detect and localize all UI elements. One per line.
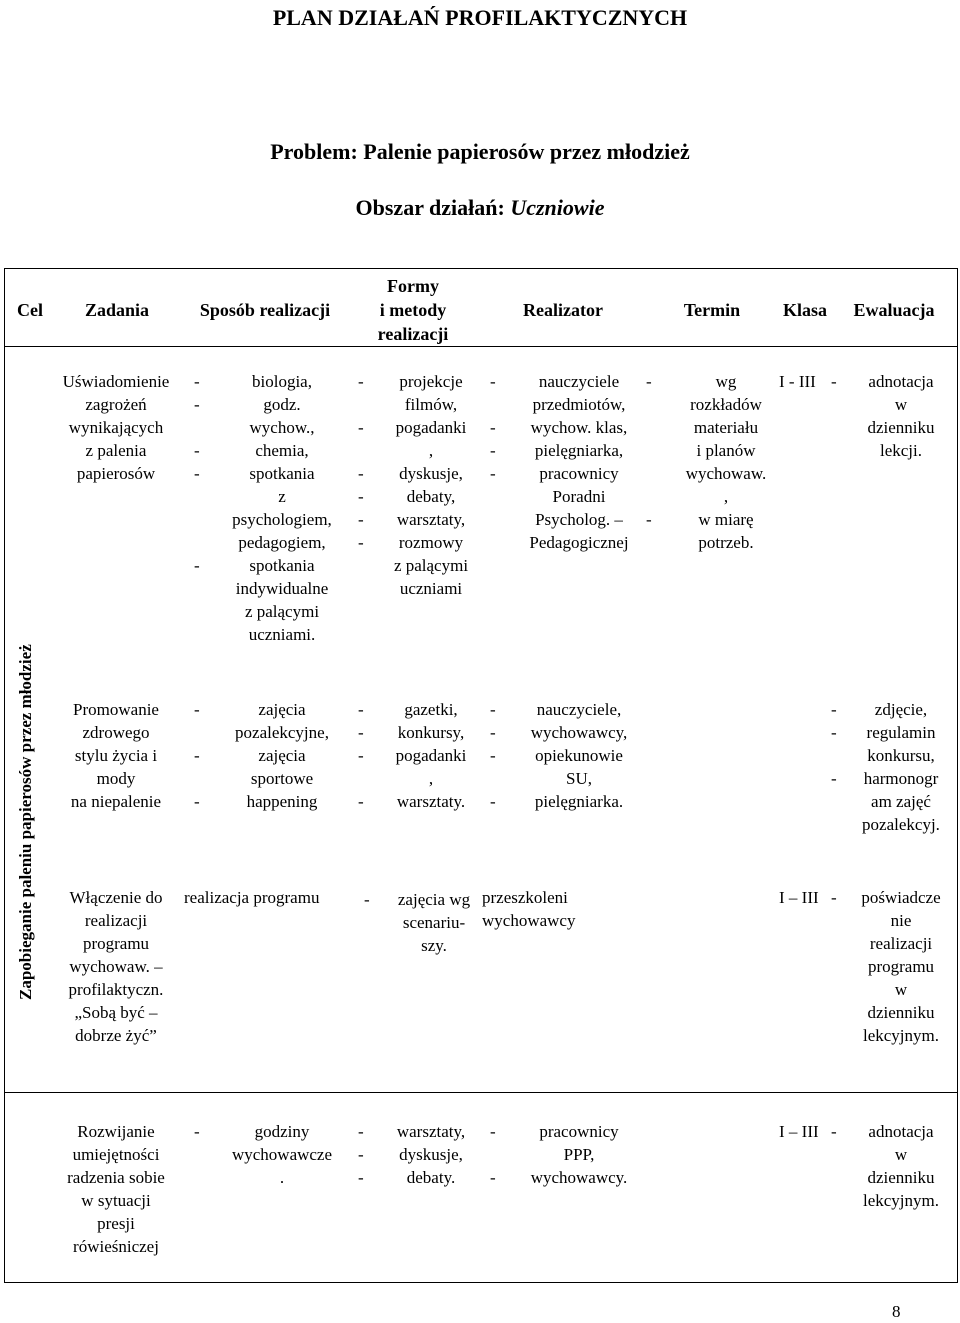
cell-line: wychowawcy.	[530, 1168, 628, 1187]
cell-line: spotkania	[249, 464, 315, 483]
cell-line: wychow. klas,	[530, 418, 628, 437]
bullet-dash: -	[358, 1122, 364, 1141]
header-bottom-line	[4, 346, 958, 347]
bullet-dash: -	[358, 533, 364, 552]
cell-line: pedagogiem,	[238, 533, 326, 552]
table-border-left	[4, 268, 5, 1282]
cell-line: zdjęcie,	[874, 700, 928, 719]
obszar-heading	[0, 194, 960, 222]
cell-line: zajęcia	[258, 700, 306, 719]
obszar-label: Obszar działań:	[355, 195, 511, 220]
cell-line: nauczyciele,	[536, 700, 622, 719]
cell-line: realizacji	[84, 911, 148, 930]
header-zadania: Zadania	[84, 300, 150, 320]
sposob-cell: realizacja programu	[184, 888, 320, 907]
ewaluacja-cell	[846, 698, 956, 836]
cell-line: projekcje	[399, 372, 463, 391]
cell-line: wychowawcy,	[530, 723, 628, 742]
cell-line: zagrożeń	[85, 395, 147, 414]
cell-line: harmonogr	[863, 769, 939, 788]
cell-line: dzienniku	[867, 1003, 935, 1022]
bullet-dash: -	[358, 510, 364, 529]
cell-line: chemia,	[255, 441, 309, 460]
cell-line: pracownicy	[539, 464, 619, 483]
cell-line: konkursu,	[867, 746, 935, 765]
bullet-dash: -	[490, 746, 496, 765]
cell-line: Promowanie	[73, 700, 159, 719]
cell-line: zajęcia wg	[397, 890, 471, 909]
cell-line: radzenia sobie	[67, 1168, 165, 1187]
cell-line: dzienniku	[867, 418, 935, 437]
cell-line: warsztaty.	[396, 792, 466, 811]
cell-line: w	[894, 980, 908, 999]
cel-text: Zapobieganie paleniu papierosów przez młodzież	[16, 644, 35, 1000]
sposob-cell	[212, 698, 352, 813]
cell-line: wynikających	[68, 418, 164, 437]
cell-line: pozalekcyjne,	[235, 723, 329, 742]
realizator-cell	[482, 886, 575, 932]
bullet-dash: -	[358, 1145, 364, 1164]
cell-line: z palenia	[85, 441, 147, 460]
bullet-dash: -	[364, 890, 370, 909]
cell-line: rówieśniczej	[73, 1237, 159, 1256]
cell-line: konkursy,	[397, 723, 465, 742]
bullet-dash: -	[646, 372, 652, 391]
cell-line: Włączenie do	[69, 888, 163, 907]
cell-line: dobrze żyć”	[75, 1026, 157, 1045]
cell-line: potrzeb.	[698, 533, 754, 552]
cell-line: profilaktyczn.	[68, 980, 164, 999]
bullet-dash: -	[831, 700, 837, 719]
cell-line: filmów,	[404, 395, 458, 414]
formy-cell	[386, 888, 482, 957]
zadania-cell	[44, 370, 188, 485]
cell-line: w sytuacji	[81, 1191, 151, 1210]
page-title: PLAN DZIAŁAŃ PROFILAKTYCZNYCH	[272, 5, 688, 30]
cell-line: Pedagogicznej	[529, 533, 629, 552]
bullet-dash: -	[194, 395, 200, 414]
bullet-dash: -	[194, 464, 200, 483]
formy-cell	[378, 698, 484, 813]
zadania-cell	[44, 698, 188, 813]
cell-line: Poradni	[552, 487, 606, 506]
klasa-cell: I – III	[779, 1122, 819, 1141]
cell-line: Rozwijanie	[77, 1122, 155, 1141]
cell-line: opiekunowie	[535, 746, 623, 765]
cell-line: papierosów	[76, 464, 156, 483]
bullet-dash: -	[490, 792, 496, 811]
header-sposob: Sposób realizacji	[199, 300, 331, 320]
cell-line: pielęgniarka,	[534, 441, 624, 460]
cell-line: sportowe	[250, 769, 314, 788]
cell-line: dyskusje,	[399, 464, 463, 483]
bullet-dash: -	[490, 418, 496, 437]
bullet-dash: -	[358, 723, 364, 742]
cell-line: wychowawcze	[231, 1145, 333, 1164]
header-ewaluacja: Ewaluacja	[853, 300, 935, 320]
cell-line: przedmiotów,	[532, 395, 626, 414]
bullet-dash: -	[358, 487, 364, 506]
cell-line: debaty,	[406, 487, 456, 506]
sposob-cell	[212, 370, 352, 646]
bullet-dash: -	[490, 700, 496, 719]
bullet-dash: -	[194, 792, 200, 811]
cell-line: poświadcze	[861, 888, 941, 907]
cell-line: uczniami	[399, 579, 463, 598]
termin-cell	[664, 370, 788, 554]
cell-line: zdrowego	[82, 723, 150, 742]
cell-line: umiejętności	[72, 1145, 160, 1164]
ewaluacja-cell	[846, 1120, 956, 1212]
bullet-dash: -	[194, 700, 200, 719]
cell-line: zajęcia	[258, 746, 306, 765]
table-border-right	[957, 268, 958, 1282]
cell-line: programu	[82, 934, 150, 953]
section-divider	[4, 1092, 958, 1093]
cell-line: mody	[96, 769, 136, 788]
cell-line: w miarę	[698, 510, 754, 529]
cell-line: PPP,	[563, 1145, 595, 1164]
cell-line: wg	[715, 372, 737, 391]
cell-line: happening	[246, 792, 318, 811]
bullet-dash: -	[194, 746, 200, 765]
cell-line: wychowaw. –	[69, 957, 163, 976]
cell-line: w	[894, 395, 908, 414]
cell-line: lekcyjnym.	[862, 1026, 939, 1045]
header-klasa: Klasa	[782, 300, 827, 320]
realizator-cell	[508, 1120, 650, 1189]
cell-line: godziny	[254, 1122, 310, 1141]
cell-line: materiału	[693, 418, 759, 437]
klasa-cell: I – III	[779, 888, 819, 907]
cell-line: pozalekcyj.	[862, 815, 940, 834]
bullet-dash: -	[194, 441, 200, 460]
bullet-dash: -	[358, 1168, 364, 1187]
cell-line: ,	[428, 441, 434, 460]
cell-line: na niepalenie	[70, 792, 162, 811]
table-border-top	[4, 268, 958, 269]
bullet-dash: -	[831, 372, 837, 391]
cell-line: presji	[97, 1214, 135, 1233]
cell-line: warsztaty,	[396, 510, 466, 529]
cell-line: warsztaty,	[396, 1122, 466, 1141]
cell-line: indywidualne	[235, 579, 329, 598]
cell-line: lekcyjnym.	[862, 1191, 939, 1210]
cell-line: „Sobą być –	[74, 1003, 158, 1022]
obszar-value: Uczniowie	[510, 195, 605, 220]
cell-line: stylu życia i	[74, 746, 158, 765]
cell-line: z palącymi	[393, 556, 469, 575]
bullet-dash: -	[490, 372, 496, 391]
ewaluacja-cell	[846, 370, 956, 462]
header-formy-line: Formy	[387, 276, 439, 296]
bullet-dash: -	[194, 556, 200, 575]
bullet-dash: -	[194, 372, 200, 391]
bullet-dash: -	[358, 372, 364, 391]
ewaluacja-cell	[846, 886, 956, 1047]
bullet-dash: -	[831, 1122, 837, 1141]
realizator-cell	[508, 698, 650, 813]
cell-line: z	[278, 487, 286, 506]
header-formy-line: i metody	[379, 300, 447, 320]
cell-line: adnotacja	[868, 1122, 934, 1141]
cell-line: pogadanki	[395, 418, 467, 437]
cell-line: lekcji.	[879, 441, 922, 460]
header-formy-line: realizacji	[377, 324, 449, 344]
realizator-cell	[508, 370, 650, 554]
cell-line: ,	[428, 769, 434, 788]
cell-line: uczniami.	[248, 625, 316, 644]
problem-heading: Problem: Palenie papierosów przez młodzież	[270, 139, 690, 164]
bullet-dash: -	[358, 792, 364, 811]
bullet-dash: -	[831, 888, 837, 907]
cell-line: .	[279, 1168, 285, 1187]
bullet-dash: -	[194, 1122, 200, 1141]
cell-line: wychow.,	[249, 418, 315, 437]
cell-line: gazetki,	[404, 700, 458, 719]
zadania-cell	[44, 886, 188, 1047]
formy-cell	[378, 1120, 484, 1189]
bullet-dash: -	[490, 464, 496, 483]
cell-line: pracownicy	[539, 1122, 619, 1141]
bullet-dash: -	[358, 700, 364, 719]
header-termin: Termin	[683, 300, 741, 320]
cell-line: dyskusje,	[399, 1145, 463, 1164]
sposob-cell	[212, 1120, 352, 1189]
header-realizator: Realizator	[523, 300, 603, 320]
cell-line: nie	[890, 911, 912, 930]
formy-cell	[378, 370, 484, 600]
cell-line: realizacji	[869, 934, 933, 953]
cell-line: szy.	[421, 936, 447, 955]
cell-line: biologia,	[252, 372, 312, 391]
cell-line: SU,	[566, 769, 592, 788]
cell-line: i planów	[696, 441, 756, 460]
zadania-cell	[44, 1120, 188, 1258]
cell-line: ,	[723, 487, 729, 506]
cell-line: spotkania	[249, 556, 315, 575]
cell-line: psychologiem,	[232, 510, 332, 529]
cell-line: rozmowy	[398, 533, 464, 552]
cell-line: z palącymi	[244, 602, 320, 621]
cell-line: wychowawcy	[482, 911, 576, 930]
header-formy	[348, 274, 478, 346]
bullet-dash: -	[646, 510, 652, 529]
bullet-dash: -	[358, 464, 364, 483]
cell-line: am zajęć	[871, 792, 931, 811]
cell-line: programu	[867, 957, 935, 976]
klasa-cell: I - III	[779, 372, 816, 391]
bullet-dash: -	[490, 441, 496, 460]
cell-line: adnotacja	[868, 372, 934, 391]
bullet-dash: -	[831, 723, 837, 742]
cell-line: w	[894, 1145, 908, 1164]
cell-line: scenariu-	[402, 913, 466, 932]
cell-line: Psycholog. –	[535, 510, 623, 529]
cell-line: przeszkoleni	[482, 888, 568, 907]
cell-line: pielęgniarka.	[534, 792, 624, 811]
bullet-dash: -	[831, 769, 837, 788]
cell-line: dzienniku	[867, 1168, 935, 1187]
bullet-dash: -	[358, 418, 364, 437]
cell-line: wychowaw.	[685, 464, 767, 483]
bullet-dash: -	[490, 1122, 496, 1141]
cell-line: regulamin	[866, 723, 936, 742]
page-number: 8	[892, 1302, 901, 1321]
cell-line: Uświadomienie	[62, 372, 170, 391]
cell-line: pogadanki	[395, 746, 467, 765]
bullet-dash: -	[490, 1168, 496, 1187]
table-border-bottom	[4, 1282, 958, 1283]
cell-line: godz.	[263, 395, 301, 414]
cell-line: nauczyciele	[538, 372, 620, 391]
bullet-dash: -	[358, 746, 364, 765]
cell-line: debaty.	[406, 1168, 456, 1187]
header-cel: Cel	[17, 300, 43, 320]
bullet-dash: -	[490, 723, 496, 742]
cell-line: rozkładów	[690, 395, 762, 414]
